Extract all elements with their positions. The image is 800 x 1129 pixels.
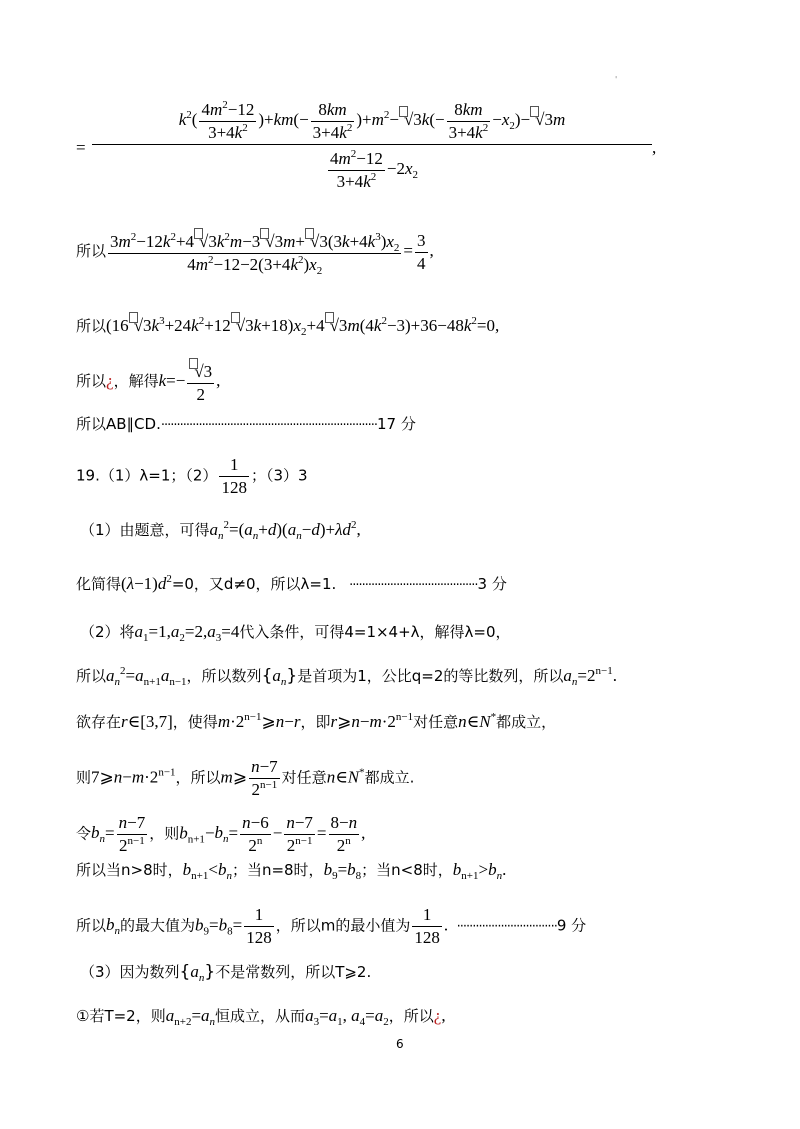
page-number: 6	[396, 1037, 404, 1051]
equation-line-4: 所以¿，解得k=− $\frac{√3}{2}$ ,	[76, 358, 220, 406]
part2-line6: 所以当n>8时，$b_{n+1}<b_n$；当n=8时，$b_9=b_8$；当n<8时，$b_{n+1}>b_n$.	[76, 860, 507, 882]
part1-line2: 化简得$(\lambda-1)d^2=0$，又d≠0，所以λ=1. ·········································3 分	[76, 573, 507, 593]
conclusion-ab-cd: 所以AB∥CD.·····································································17 分	[76, 415, 416, 433]
part1-line1: （1）由题意，可得$a_n^2=(a_n+d)(a_n-d)+\lambda d^2$,	[80, 519, 361, 542]
part2-line2: 所以$a_n^2=a_{n+1}a_{n-1}$，所以数列$\{a_n\}$是首项为1，公比q=2的等比数列，所以$a_n=2^{n-1}$.	[76, 665, 617, 688]
corner-mark: '	[615, 75, 618, 84]
part2-line5: 令$b_n=$ $\frac{n-7}{2^{n-1}}$ ，则$b_{n+1}-b_n=$ $\frac{n-6}{2^n}$ − $\frac{n-7}{2^{n-1}}$ = $\frac{8-n}{2^n}$ ,	[76, 813, 366, 855]
part2-line3: 欲存在r∈[3,7]，使得$m\cdot 2^{n-1}⩾n-r$，即$r⩾n-m\cdot 2^{n-1}$对任意n∈N*都成立，	[76, 711, 557, 731]
equation-line-3: 所以(16 $√3k^3+24k^2+12$ $√3k+18)x_2+4$ $√3m(4k^2-3)+36-48k^2=0$,	[76, 312, 499, 336]
part3-line1: （3）因为数列$\{a_n\}$不是常数列，所以T⩾2.	[80, 962, 372, 984]
q19-answers: 19.（1）λ=1；（2） $\frac{1}{128}$ ；（3）3	[76, 455, 308, 497]
part3-line2: ①若T=2，则$a_{n+2}=a_n$恒成立，从而$a_3=a_1$, $a_4=a_2$，所以¿,	[76, 1006, 446, 1028]
part2-line7: 所以$b_n$的最大值为$b_9=b_8=$ $\frac{1}{128}$ ，所以m的最小值为 $\frac{1}{128}$ . ································9 分	[76, 905, 587, 947]
part2-line1: （2）将$a_1=1,a_2=2,a_3=4$代入条件，可得4=1×4+λ，解得λ=0，	[80, 622, 511, 644]
equation-line-2: 所以 $\frac{3m^2-12k^2+4 √3k^2m-3 √3m+ √3(3k+4k^3)x_2}{4m^2-12-2(3+4k^2)x_2}$ = $\frac{3}{4}$ ,	[76, 228, 434, 276]
part2-line4: 则$7⩾n-m\cdot 2^{n-1}$，所以m⩾ $\frac{n-7}{2^{n-1}}$ 对任意n∈N*都成立.	[76, 757, 415, 799]
